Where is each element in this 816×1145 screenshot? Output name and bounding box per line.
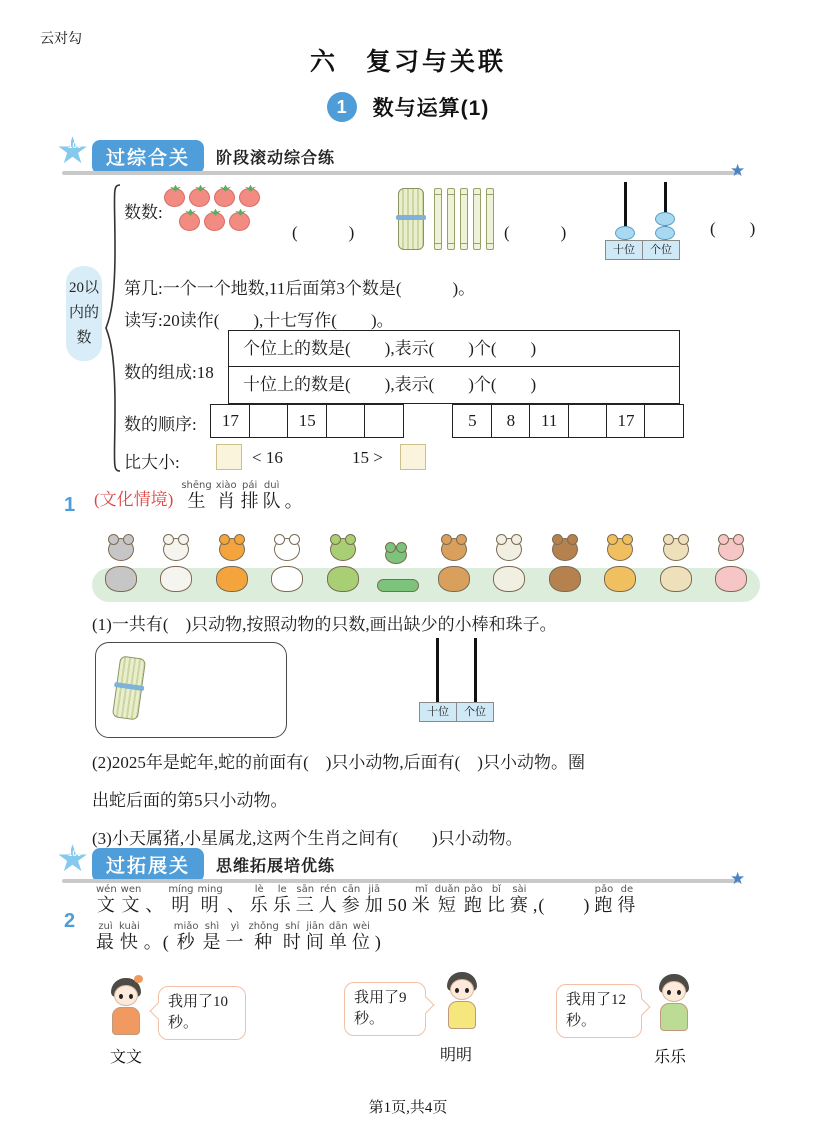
hanzi-with-pinyin: 跑pǎo: [594, 884, 614, 915]
order-cell: 11: [529, 404, 569, 438]
order-cell: [326, 404, 366, 438]
kid-name-lele: 乐乐: [654, 1049, 687, 1066]
tomato-icon: [164, 188, 185, 207]
hanzi-with-pinyin: 。(: [143, 932, 170, 952]
hanzi-with-pinyin: ,( ): [532, 895, 591, 915]
speech-bubble-lele: 我用了12秒。: [556, 984, 642, 1038]
hanzi-with-pinyin: 最zuì: [96, 921, 115, 952]
horse-icon: [431, 536, 477, 594]
abacus-rod: [436, 638, 439, 702]
ones-place-label: 个位: [456, 702, 494, 722]
hanzi-with-pinyin: 得de: [617, 884, 637, 915]
face: [114, 985, 138, 1006]
order-cell: [644, 404, 684, 438]
context-tag: (文化情境): [94, 490, 174, 509]
hanzi-with-pinyin: 加jiā: [364, 884, 384, 915]
stick-icon: [473, 188, 481, 250]
hanzi-with-pinyin: 文wen: [120, 884, 142, 915]
count-blank-tomatoes: ( ): [292, 223, 355, 242]
hanzi-with-pinyin: 秒miǎo: [173, 921, 199, 952]
order-cell: [568, 404, 608, 438]
question-2-line-1: [94, 884, 800, 917]
hanzi-with-pinyin: 。: [284, 491, 303, 511]
hanzi-with-pinyin: 种zhǒng: [248, 921, 279, 952]
question-2-text: [94, 884, 800, 958]
hanzi-with-pinyin: 、: [226, 895, 246, 915]
hanzi-with-pinyin: 时shí: [282, 921, 302, 952]
face: [450, 979, 474, 1000]
compare-left-expression: < 16: [252, 448, 283, 467]
snake-icon: [375, 536, 421, 594]
ox-icon: [153, 536, 199, 594]
tomato-icon: [239, 188, 260, 207]
count-blank-abacus: ( ): [710, 219, 756, 238]
number-order-table-2: [454, 404, 684, 438]
composition-row-tens: 十位上的数是( ),表示( )个( ): [243, 375, 537, 394]
hanzi-with-pinyin: 一yì: [225, 921, 245, 952]
speech-bubble-mingming: 我用了9秒。: [344, 982, 426, 1036]
hanzi-with-pinyin: 明míng: [168, 884, 194, 915]
unit-title: 六 复习与关联: [309, 48, 506, 76]
curly-brace: [104, 182, 122, 474]
hanzi-with-pinyin: 生shēng: [181, 480, 212, 511]
compare-answer-box: [400, 444, 426, 470]
tiger-icon: [209, 536, 255, 594]
draw-sticks-box: [95, 642, 287, 738]
question-1-part-2-line-2: 出蛇后面的第5只小动物。: [92, 791, 288, 810]
boy-mingming-figure: [438, 972, 486, 1038]
divider-star-icon: [730, 161, 745, 181]
abacus-bead: [655, 212, 675, 226]
tens-place-label: 十位: [605, 240, 643, 260]
rooster-icon: [597, 536, 643, 594]
kid-name-wenwen: 文文: [110, 1049, 143, 1066]
hanzi-with-pinyin: 队duì: [262, 480, 281, 511]
order-cell: 17: [210, 404, 250, 438]
hanzi-with-pinyin: 文wén: [96, 884, 117, 915]
lesson-heading: [0, 92, 816, 122]
question-1-title-text: [179, 480, 304, 513]
ones-place-label: 个位: [642, 240, 680, 260]
hanzi-with-pinyin: 参cān: [341, 884, 361, 915]
compare-label: 比大小:: [124, 453, 180, 472]
empty-abacus: [420, 638, 504, 722]
lesson-number-badge: 1: [327, 92, 357, 122]
hanzi-with-pinyin: 赛sài: [509, 884, 529, 915]
page-footer: 第1页,共4页: [368, 1100, 448, 1116]
order-label: 数的顺序:: [124, 415, 197, 434]
hanzi-with-pinyin: 排pái: [240, 480, 259, 511]
hanzi-with-pinyin: 快kuài: [119, 921, 140, 952]
stick-icon: [447, 188, 455, 250]
question-1-title: [94, 480, 305, 513]
speech-bubble-wenwen: 我用了10秒。: [158, 986, 246, 1040]
boy-lele-figure: [650, 974, 698, 1040]
hanzi-with-pinyin: 明ming: [197, 884, 223, 915]
number-order-table-1: [212, 404, 404, 438]
rabbit-icon: [264, 536, 310, 594]
section-divider: [62, 879, 740, 883]
question-1-part-3: (3)小天属猪,小星属龙,这两个生肖之间有( )只小动物。: [92, 829, 523, 848]
question-1-number: 1: [64, 494, 76, 516]
order-cell: [364, 404, 404, 438]
section-comprehensive-header: [60, 142, 756, 182]
hanzi-with-pinyin: ): [374, 932, 382, 952]
hanzi-with-pinyin: 跑pǎo: [463, 884, 483, 915]
section-subtitle: 思维拓展培优练: [216, 858, 336, 875]
tomato-icon: [179, 212, 200, 231]
composition-table: [228, 330, 680, 404]
stick-bundle-icon: [112, 655, 146, 720]
ordinal-line: 第几:一个一个地数,11后面第3个数是( )。: [124, 279, 476, 298]
hanzi-with-pinyin: 乐lè: [249, 884, 269, 915]
zodiac-animal-row: [92, 526, 760, 606]
order-cell: 15: [287, 404, 327, 438]
hanzi-with-pinyin: 比bǐ: [486, 884, 506, 915]
abacus-bead: [615, 226, 635, 240]
review-block: [62, 182, 764, 474]
hanzi-with-pinyin: 肖xiào: [215, 480, 237, 511]
stick-icon: [486, 188, 494, 250]
hanzi-with-pinyin: 位wèi: [351, 921, 371, 952]
hanzi-with-pinyin: 短duǎn: [434, 884, 460, 915]
hanzi-with-pinyin: 乐le: [272, 884, 292, 915]
count-blank-sticks: ( ): [504, 223, 567, 242]
hanzi-with-pinyin: 50: [387, 895, 408, 915]
question-1-part-2-line-1: (2)2025年是蛇年,蛇的前面有( )只小动物,后面有( )只小动物。圈: [92, 753, 585, 772]
hanzi-with-pinyin: 三sān: [295, 884, 315, 915]
kid-name-mingming: 明明: [440, 1047, 473, 1064]
abacus-with-beads: [606, 182, 696, 262]
dress: [112, 1007, 140, 1035]
order-cell: 17: [606, 404, 646, 438]
question-2-line-2: [94, 921, 800, 954]
girl-wenwen-figure: [102, 978, 150, 1044]
dragon-icon: [320, 536, 366, 594]
abacus-rod: [474, 638, 477, 702]
dog-icon: [653, 536, 699, 594]
star-mascot-icon: [56, 132, 96, 172]
composition-row-ones: 个位上的数是( ),表示( )个( ): [229, 331, 679, 367]
hanzi-with-pinyin: 是shì: [202, 921, 222, 952]
question-1-part-1: (1)一共有( )只动物,按照动物的只数,画出缺少的小棒和珠子。: [92, 615, 557, 634]
tens-place-label: 十位: [419, 702, 457, 722]
question-2-number: 2: [64, 910, 76, 932]
tomato-group: [162, 186, 312, 234]
count-label: 数数:: [124, 203, 163, 222]
tomato-icon: [189, 188, 210, 207]
hanzi-with-pinyin: 、: [145, 895, 165, 915]
watermark: 云对勾: [40, 30, 82, 46]
lesson-title: 数与运算(1): [372, 97, 490, 120]
stick-bundle-icon: [398, 188, 424, 250]
order-cell: [249, 404, 289, 438]
read-write-line: 读写:20读作( ),十七写作( )。: [124, 311, 394, 330]
composition-label: 数的组成:18: [124, 363, 214, 382]
section-badge: 过综合关: [92, 140, 204, 174]
tomato-icon: [229, 212, 250, 231]
rat-icon: [98, 536, 144, 594]
shirt: [448, 1001, 476, 1029]
topic-side-label: 20以内的数: [66, 266, 102, 361]
compare-right-expression: 15 >: [352, 448, 383, 467]
pig-icon: [708, 536, 754, 594]
order-cell: 8: [491, 404, 531, 438]
tomato-icon: [214, 188, 235, 207]
tomato-icon: [204, 212, 225, 231]
stick-icon: [460, 188, 468, 250]
star-mascot-icon: [56, 840, 96, 880]
hanzi-with-pinyin: 米mǐ: [411, 884, 431, 915]
hanzi-with-pinyin: 单dān: [328, 921, 348, 952]
goat-icon: [486, 536, 532, 594]
section-subtitle: 阶段滚动综合练: [216, 150, 336, 167]
mascot-100-label: ★ 100: [68, 849, 82, 858]
monkey-icon: [542, 536, 588, 594]
abacus-bead: [655, 226, 675, 240]
face: [662, 981, 686, 1002]
stick-icon: [434, 188, 442, 250]
compare-answer-box: [216, 444, 242, 470]
section-divider: [62, 171, 740, 175]
hanzi-with-pinyin: 人rén: [318, 884, 338, 915]
shirt: [660, 1003, 688, 1031]
mascot-100-label: ★ 100: [68, 141, 82, 150]
section-badge: 过拓展关: [92, 848, 204, 882]
hanzi-with-pinyin: 间jiān: [305, 921, 325, 952]
order-cell: 5: [452, 404, 492, 438]
